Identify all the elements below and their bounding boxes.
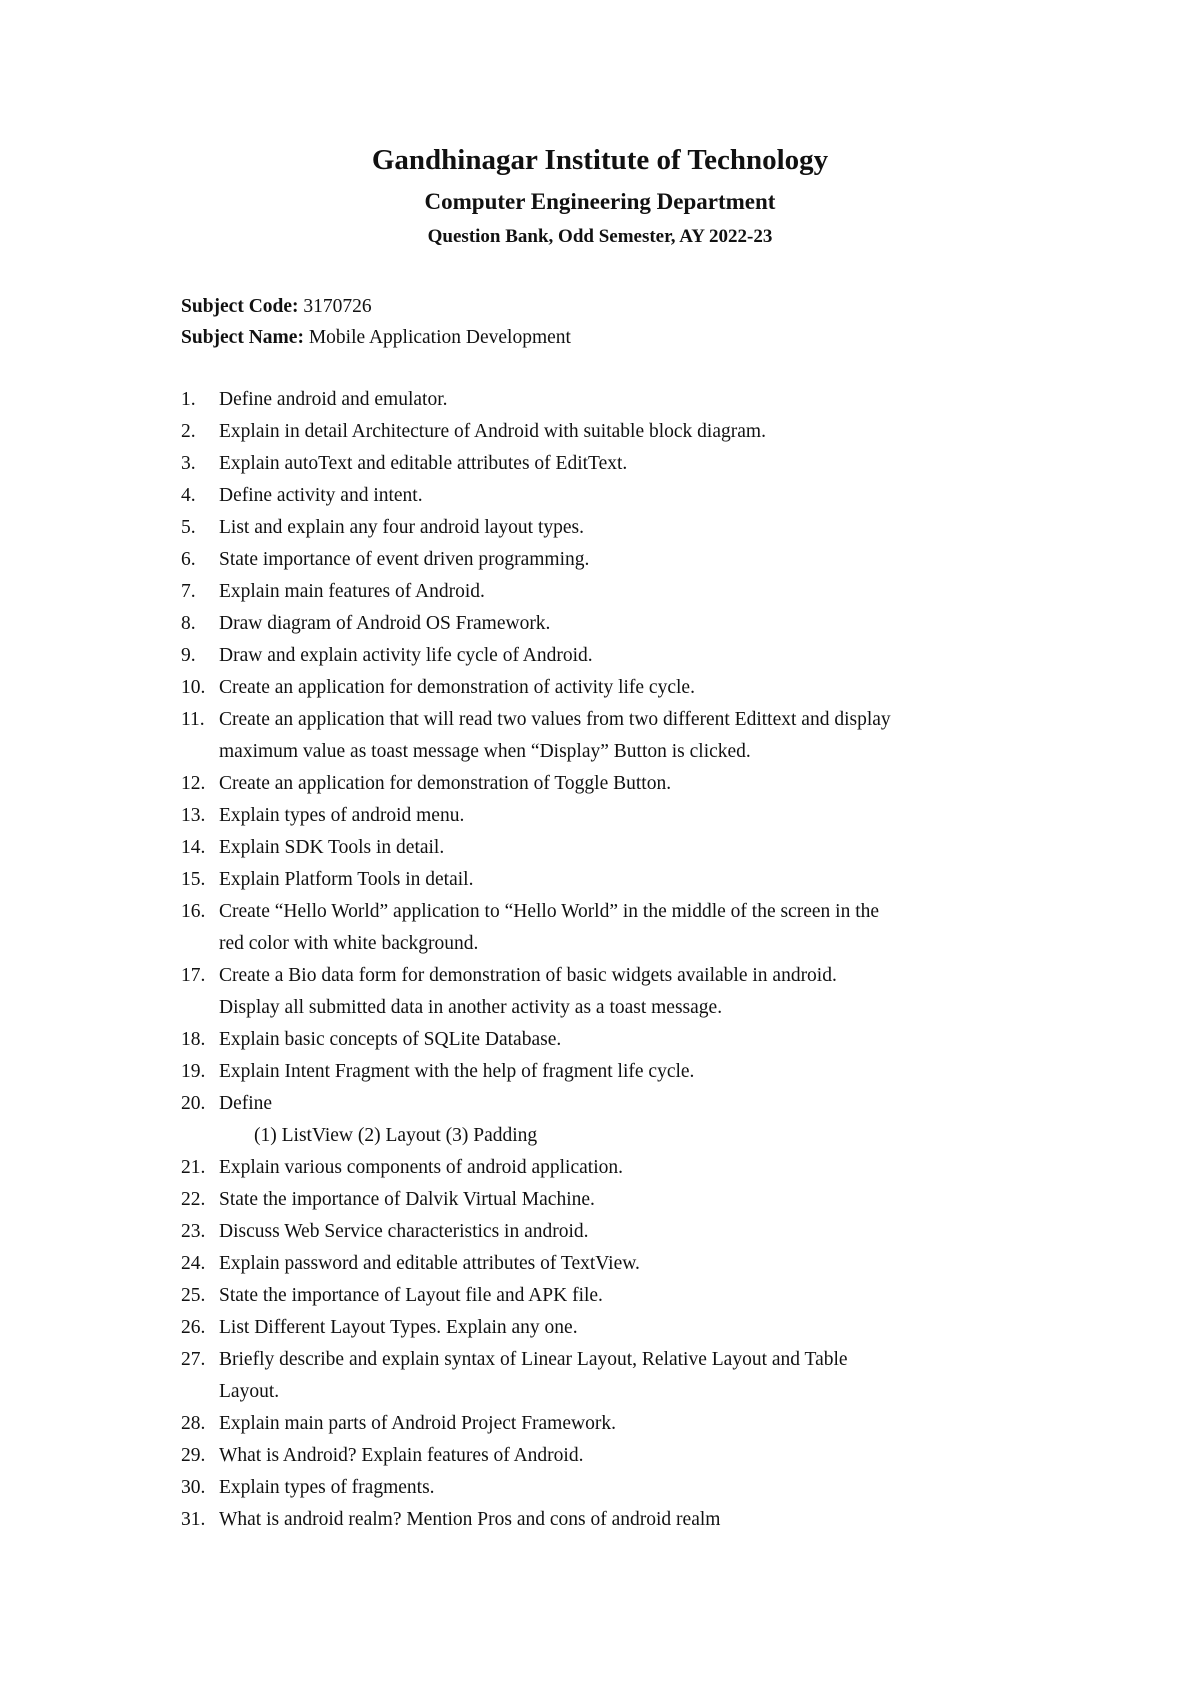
question-item: [181, 896, 1081, 960]
question-item: [181, 608, 1081, 640]
question-subitems: (1) ListView (2) Layout (3) Padding: [254, 1125, 538, 1146]
question-item: [181, 1248, 1081, 1280]
question-text: maximum value as toast message when “Display” Button is clicked.: [219, 741, 751, 762]
question-text: Explain main parts of Android Project Framework.: [219, 1413, 616, 1434]
question-number: 25.: [181, 1285, 206, 1306]
question-text: Create an application for demonstration of activity life cycle.: [219, 677, 695, 698]
institute-title: Gandhinagar Institute of Technology: [371, 144, 829, 176]
question-item: [181, 1152, 1081, 1184]
question-item: [181, 1088, 1081, 1152]
question-item: [181, 672, 1081, 704]
question-text: State importance of event driven programming.: [219, 549, 590, 570]
question-item: [181, 1312, 1081, 1344]
question-item: [181, 640, 1081, 672]
question-item: [181, 1024, 1081, 1056]
question-text: Explain SDK Tools in detail.: [219, 837, 445, 858]
question-text: Define android and emulator.: [219, 389, 448, 410]
question-text: State the importance of Dalvik Virtual Machine.: [219, 1189, 595, 1210]
question-number: 30.: [181, 1477, 206, 1498]
question-item: [181, 1056, 1081, 1088]
question-text: Layout.: [219, 1381, 280, 1402]
question-number: 17.: [181, 965, 206, 986]
question-text: red color with white background.: [219, 933, 479, 954]
subject-name-value: Mobile Application Development: [308, 327, 571, 348]
subject-code-label: Subject Code:: [181, 296, 299, 317]
question-text: What is Android? Explain features of Android.: [219, 1445, 584, 1466]
subject-code-value: 3170726: [303, 296, 372, 317]
question-text: Briefly describe and explain syntax of Linear Layout, Relative Layout and Table: [219, 1349, 848, 1370]
question-number: 4.: [181, 485, 196, 506]
question-item: [181, 960, 1081, 1024]
question-item: [181, 1440, 1081, 1472]
question-text: Explain autoText and editable attributes of EditText.: [219, 453, 628, 474]
question-text: Explain Intent Fragment with the help of fragment life cycle.: [219, 1061, 695, 1082]
question-text: Draw diagram of Android OS Framework.: [219, 613, 551, 634]
question-item: [181, 416, 1081, 448]
question-number: 2.: [181, 421, 196, 442]
question-text: Explain password and editable attributes of TextView.: [219, 1253, 640, 1274]
question-number: 18.: [181, 1029, 206, 1050]
question-item: [181, 448, 1081, 480]
question-item: [181, 1472, 1081, 1504]
question-item: [181, 1216, 1081, 1248]
question-number: 29.: [181, 1445, 206, 1466]
question-text: List Different Layout Types. Explain any one.: [219, 1317, 578, 1338]
question-item: [181, 576, 1081, 608]
question-text: Create a Bio data form for demonstration of basic widgets available in android.: [219, 965, 837, 986]
question-text: Create an application for demonstration of Toggle Button.: [219, 773, 672, 794]
question-number: 10.: [181, 677, 206, 698]
question-list: [181, 384, 1081, 1536]
question-number: 12.: [181, 773, 206, 794]
question-number: 20.: [181, 1093, 206, 1114]
subject-code: [181, 296, 372, 318]
question-text: Explain basic concepts of SQLite Database.: [219, 1029, 562, 1050]
department-title: Computer Engineering Department: [424, 189, 776, 214]
question-number: 23.: [181, 1221, 206, 1242]
question-item: [181, 1184, 1081, 1216]
question-item: [181, 768, 1081, 800]
question-number: 21.: [181, 1157, 206, 1178]
subject-name-label: Subject Name:: [181, 327, 304, 348]
question-number: 15.: [181, 869, 206, 890]
question-text: What is android realm? Mention Pros and cons of android realm: [219, 1509, 721, 1530]
question-number: 8.: [181, 613, 196, 634]
question-number: 26.: [181, 1317, 206, 1338]
question-number: 11.: [181, 709, 205, 730]
question-number: 14.: [181, 837, 206, 858]
question-item: [181, 1280, 1081, 1312]
question-bank-title: Question Bank, Odd Semester, AY 2022-23: [427, 226, 773, 247]
question-text: Explain in detail Architecture of Android with suitable block diagram.: [219, 421, 766, 442]
question-text: Explain types of fragments.: [219, 1477, 435, 1498]
question-text: Create “Hello World” application to “Hello World” in the middle of the screen in the: [219, 901, 880, 922]
question-number: 5.: [181, 517, 196, 538]
question-item: [181, 864, 1081, 896]
question-text: Draw and explain activity life cycle of Android.: [219, 645, 593, 666]
question-number: 31.: [181, 1509, 206, 1530]
question-text: Explain various components of android application.: [219, 1157, 623, 1178]
question-number: 13.: [181, 805, 206, 826]
question-text: Explain main features of Android.: [219, 581, 485, 602]
question-item: [181, 384, 1081, 416]
question-item: [181, 704, 1081, 768]
question-text: State the importance of Layout file and APK file.: [219, 1285, 603, 1306]
question-item: [181, 544, 1081, 576]
question-number: 28.: [181, 1413, 206, 1434]
question-number: 1.: [181, 389, 196, 410]
question-text: Display all submitted data in another activity as a toast message.: [219, 997, 723, 1018]
question-number: 9.: [181, 645, 196, 666]
question-text: Explain Platform Tools in detail.: [219, 869, 474, 890]
question-text: Define activity and intent.: [219, 485, 423, 506]
question-text: Explain types of android menu.: [219, 805, 465, 826]
question-number: 27.: [181, 1349, 206, 1370]
question-number: 3.: [181, 453, 196, 474]
question-number: 24.: [181, 1253, 206, 1274]
question-number: 22.: [181, 1189, 206, 1210]
question-text: Discuss Web Service characteristics in android.: [219, 1221, 589, 1242]
question-text: Define: [219, 1093, 273, 1114]
question-number: 16.: [181, 901, 206, 922]
question-item: [181, 1408, 1081, 1440]
question-number: 19.: [181, 1061, 206, 1082]
question-item: [181, 512, 1081, 544]
question-number: 6.: [181, 549, 196, 570]
question-item: [181, 800, 1081, 832]
question-item: [181, 1344, 1081, 1408]
question-item: [181, 480, 1081, 512]
question-item: [181, 832, 1081, 864]
subject-name: [181, 327, 571, 349]
question-number: 7.: [181, 581, 196, 602]
question-text: Create an application that will read two values from two different Edittext and display: [219, 709, 891, 730]
question-text: List and explain any four android layout types.: [219, 517, 584, 538]
question-item: [181, 1504, 1081, 1536]
